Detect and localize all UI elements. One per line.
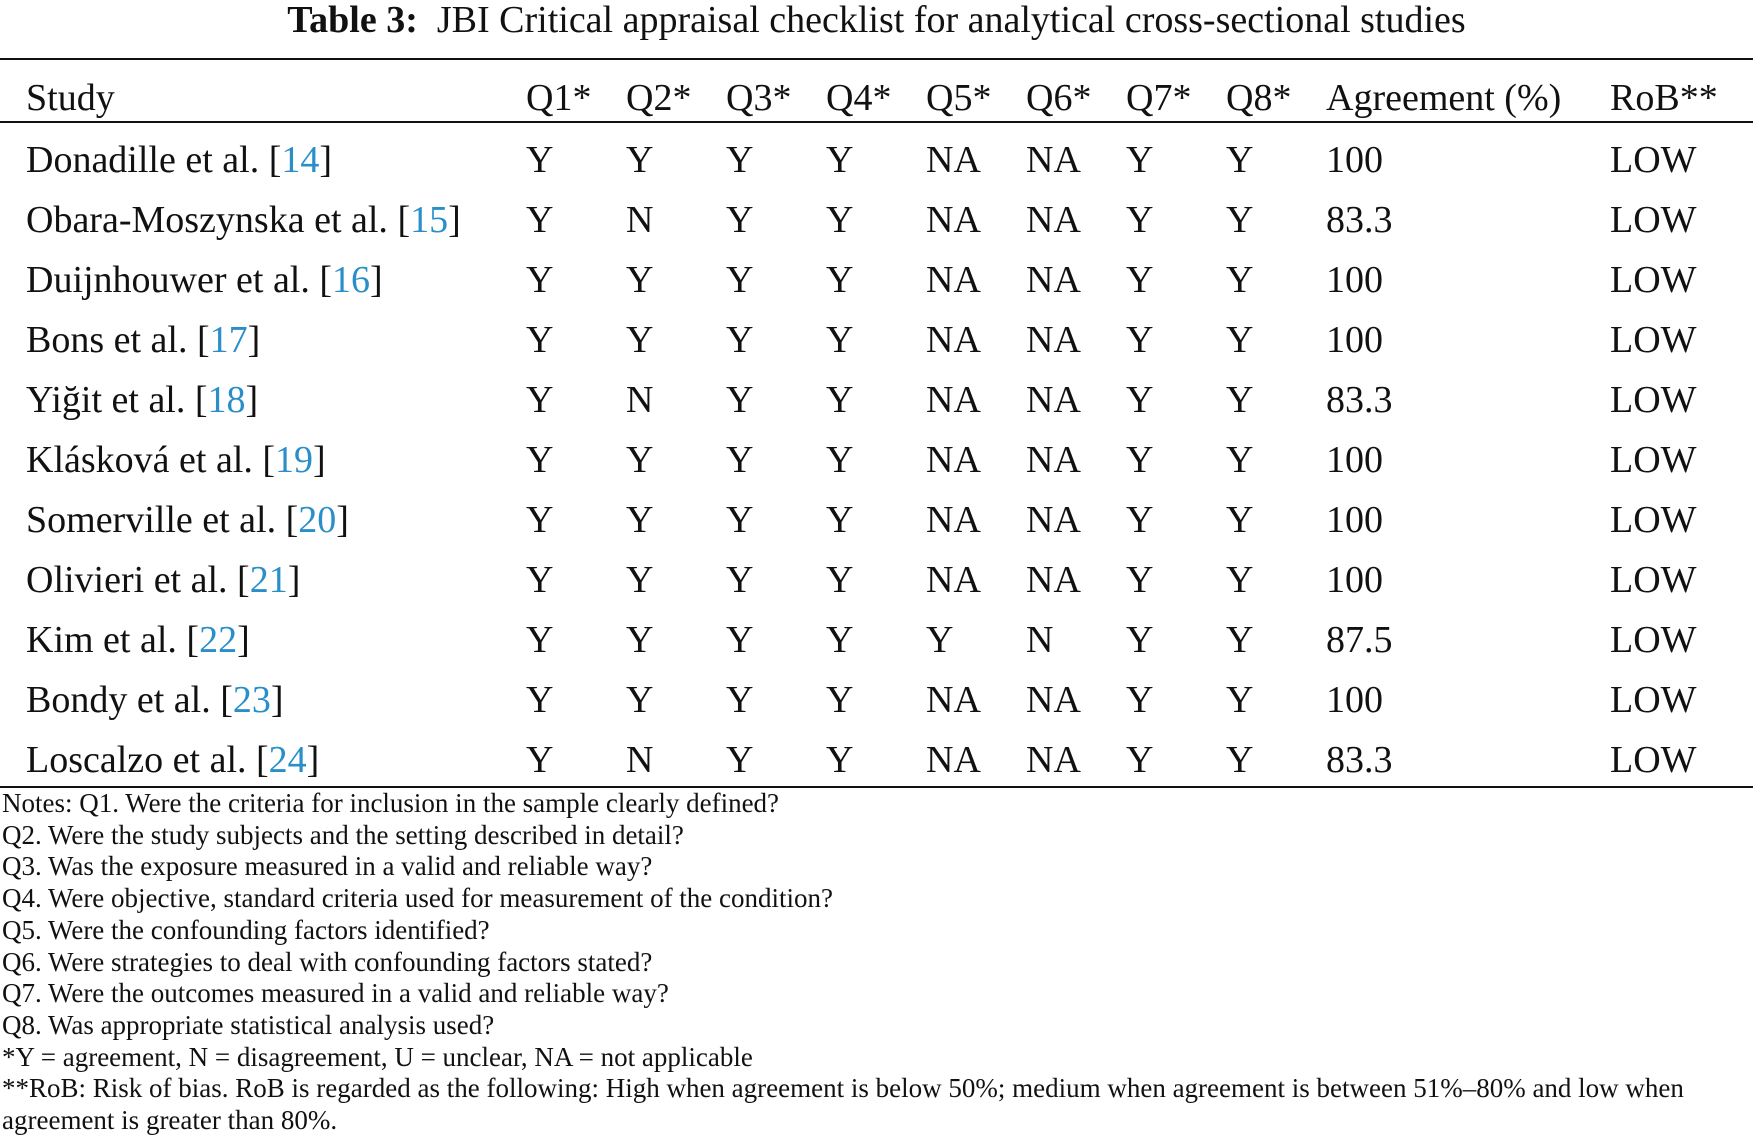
q3-cell: Y [726,739,754,781]
table-caption-label: Table 3: [287,0,418,41]
q5-cell: NA [926,319,981,361]
q7-cell: Y [1126,319,1154,361]
q7-cell: Y [1126,259,1154,301]
q1-cell: Y [526,319,554,361]
q8-cell: Y [1226,619,1254,661]
rob-cell: LOW [1610,619,1697,661]
q4-cell: Y [826,739,854,781]
table-row [0,670,1750,730]
q1-cell: Y [526,739,554,781]
q7-cell: Y [1126,139,1154,181]
table-row [0,126,1750,190]
rob-cell: LOW [1610,739,1697,781]
q8-cell: Y [1226,439,1254,481]
table-row [0,370,1750,430]
q8-cell: Y [1226,679,1254,721]
study-author: Obara-Moszynska et al. [26,199,398,241]
rob-cell: LOW [1610,679,1697,721]
study-cell: Somerville et al. [20] [26,499,349,541]
study-cell: Kim et al. [22] [26,619,250,661]
q6-cell: NA [1026,259,1081,301]
q5-cell: NA [926,739,981,781]
q8-cell: Y [1226,259,1254,301]
study-cell: Duijnhouwer et al. [16] [26,259,383,301]
q4-cell: Y [826,379,854,421]
study-author: Somerville et al. [26,499,286,541]
study-author: Donadille et al. [26,139,269,181]
q2-cell: Y [626,319,654,361]
q6-cell: NA [1026,379,1081,421]
study-author: Loscalzo et al. [26,739,257,781]
rob-cell: LOW [1610,379,1697,421]
q1-cell: Y [526,439,554,481]
q6-cell: NA [1026,559,1081,601]
q8-cell: Y [1226,739,1254,781]
q4-cell: Y [826,199,854,241]
q2-cell: Y [626,139,654,181]
rob-cell: LOW [1610,199,1697,241]
q6-cell: NA [1026,319,1081,361]
header-rob: RoB** [1610,77,1718,119]
note-line: *Y = agreement, N = disagreement, U = unclear, NA = not applicable [2,1041,753,1072]
q5-cell: NA [926,679,981,721]
q5-cell: NA [926,559,981,601]
q4-cell: Y [826,259,854,301]
q5-cell: NA [926,379,981,421]
note-line: Notes: Q1. Were the criteria for inclusion in the sample clearly defined? [2,788,780,818]
rob-cell: LOW [1610,259,1697,301]
q1-cell: Y [526,259,554,301]
study-author: Bons et al. [26,319,197,361]
q6-cell: NA [1026,739,1081,781]
q4-cell: Y [826,619,854,661]
reference-link[interactable]: 17 [209,319,248,361]
q5-cell: NA [926,139,981,181]
q7-cell: Y [1126,739,1154,781]
q8-cell: Y [1226,559,1254,601]
q2-cell: Y [626,499,654,541]
note-line: Q5. Were the confounding factors identified? [2,914,490,945]
q6-cell: NA [1026,199,1081,241]
q3-cell: Y [726,199,754,241]
agreement-cell: 100 [1326,559,1383,601]
q3-cell: Y [726,379,754,421]
q1-cell: Y [526,379,554,421]
study-cell: Olivieri et al. [21] [26,559,301,601]
header-q6: Q6* [1026,77,1092,119]
study-cell: Loscalzo et al. [24] [26,739,320,781]
q8-cell: Y [1226,319,1254,361]
study-author: Duijnhouwer et al. [26,259,320,301]
q7-cell: Y [1126,439,1154,481]
q5-cell: Y [926,619,954,661]
agreement-cell: 83.3 [1326,739,1393,781]
agreement-cell: 83.3 [1326,199,1393,241]
agreement-cell: 100 [1326,499,1383,541]
q4-cell: Y [826,139,854,181]
q7-cell: Y [1126,679,1154,721]
note-line: Q3. Was the exposure measured in a valid and reliable way? [2,851,653,882]
study-author: Klásková et al. [26,439,263,481]
header-q4: Q4* [826,77,892,119]
study-cell: Yiğit et al. [18] [26,379,259,421]
table-row [0,490,1750,550]
q1-cell: Y [526,139,554,181]
table-row [0,430,1750,490]
reference-link[interactable]: 20 [298,499,337,541]
header-q3: Q3* [726,77,792,119]
q6-cell: NA [1026,679,1081,721]
q3-cell: Y [726,499,754,541]
header-q8: Q8* [1226,77,1292,119]
q5-cell: NA [926,499,981,541]
rob-cell: LOW [1610,439,1697,481]
reference-link[interactable]: 16 [332,259,371,301]
study-author: Olivieri et al. [26,559,238,601]
rob-cell: LOW [1610,559,1697,601]
header-q5: Q5* [926,77,992,119]
q2-cell: Y [626,679,654,721]
appraisal-table [0,70,1750,790]
q3-cell: Y [726,439,754,481]
q3-cell: Y [726,619,754,661]
table-top-rule [0,58,1753,60]
q5-cell: NA [926,199,981,241]
q2-cell: N [626,199,654,241]
table-row [0,730,1750,790]
note-line: Q2. Were the study subjects and the setting described in detail? [2,819,684,850]
header-q2: Q2* [626,77,692,119]
note-line: Q4. Were objective, standard criteria used for measurement of the condition? [2,883,834,914]
rob-cell: LOW [1610,499,1697,541]
study-cell: Obara-Moszynska et al. [15] [26,199,461,241]
q6-cell: NA [1026,439,1081,481]
agreement-cell: 100 [1326,679,1383,721]
q3-cell: Y [726,259,754,301]
table-row [0,610,1750,670]
q3-cell: Y [726,559,754,601]
agreement-cell: 100 [1326,139,1383,181]
table-row [0,190,1750,250]
q7-cell: Y [1126,559,1154,601]
q6-cell: NA [1026,499,1081,541]
q2-cell: N [626,379,654,421]
q8-cell: Y [1226,139,1254,181]
study-author: Kim et al. [26,619,187,661]
note-line: **RoB: Risk of bias. RoB is regarded as the following: High when agreement is below 50%; medium when agreement is between 51%–80% and low when agreement is greater than 80%. [2,1073,1684,1136]
agreement-cell: 100 [1326,259,1383,301]
table-row [0,310,1750,370]
q7-cell: Y [1126,619,1154,661]
q7-cell: Y [1126,199,1154,241]
q4-cell: Y [826,559,854,601]
q8-cell: Y [1226,379,1254,421]
reference-link[interactable]: 21 [249,559,288,601]
q2-cell: Y [626,559,654,601]
reference-link[interactable]: 15 [410,199,449,241]
study-cell: Donadille et al. [14] [26,139,333,181]
table-header-row [0,70,1750,126]
note-line: Q6. Were strategies to deal with confounding factors stated? [2,946,653,977]
q6-cell: NA [1026,139,1081,181]
reference-link[interactable]: 18 [207,379,246,421]
rob-cell: LOW [1610,319,1697,361]
q3-cell: Y [726,679,754,721]
table-row [0,550,1750,610]
q3-cell: Y [726,139,754,181]
note-line: Q7. Were the outcomes measured in a valid and reliable way? [2,978,669,1009]
note-line: Q8. Was appropriate statistical analysis used? [2,1009,495,1040]
reference-link[interactable]: 24 [268,739,307,781]
header-agreement: Agreement (%) [1326,77,1562,119]
study-author: Yiğit et al. [26,379,195,421]
q2-cell: Y [626,259,654,301]
header-q7: Q7* [1126,77,1192,119]
study-cell: Klásková et al. [19] [26,439,326,481]
agreement-cell: 100 [1326,319,1383,361]
header-study: Study [26,77,115,119]
header-q1: Q1* [526,77,592,119]
study-cell: Bondy et al. [23] [26,679,284,721]
study-cell: Bons et al. [17] [26,319,261,361]
table-notes [2,788,1750,1137]
q4-cell: Y [826,439,854,481]
q1-cell: Y [526,499,554,541]
study-author: Bondy et al. [26,679,221,721]
agreement-cell: 87.5 [1326,619,1393,661]
q1-cell: Y [526,199,554,241]
table-row [0,250,1750,310]
q8-cell: Y [1226,499,1254,541]
q7-cell: Y [1126,499,1154,541]
q1-cell: Y [526,559,554,601]
q4-cell: Y [826,679,854,721]
table-caption-text: JBI Critical appraisal checklist for analytical cross-sectional studies [436,0,1466,41]
q2-cell: Y [626,619,654,661]
agreement-cell: 83.3 [1326,379,1393,421]
q5-cell: NA [926,259,981,301]
agreement-cell: 100 [1326,439,1383,481]
rob-cell: LOW [1610,139,1697,181]
reference-link[interactable]: 19 [275,439,314,481]
q3-cell: Y [726,319,754,361]
q5-cell: NA [926,439,981,481]
reference-link[interactable]: 22 [199,619,238,661]
q7-cell: Y [1126,379,1154,421]
q1-cell: Y [526,679,554,721]
table-caption [0,0,1753,40]
q2-cell: N [626,739,654,781]
q6-cell: N [1026,619,1054,661]
q2-cell: Y [626,439,654,481]
q4-cell: Y [826,319,854,361]
q1-cell: Y [526,619,554,661]
reference-link[interactable]: 14 [281,139,320,181]
table-body [0,126,1750,790]
q4-cell: Y [826,499,854,541]
reference-link[interactable]: 23 [232,679,271,721]
q8-cell: Y [1226,199,1254,241]
